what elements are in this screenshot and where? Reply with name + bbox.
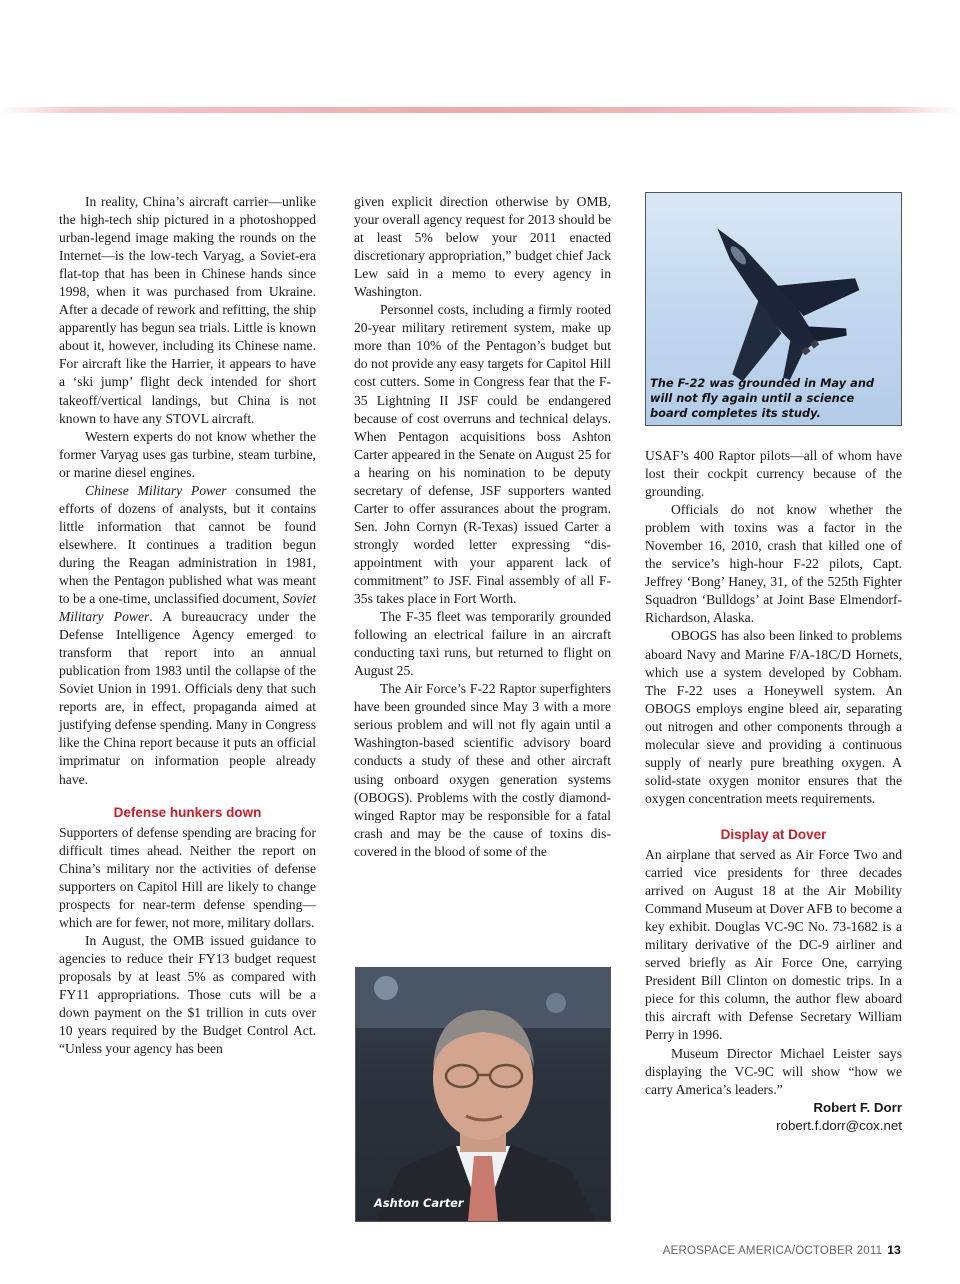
paragraph: Western experts do not know whether the former Varyag uses gas turbine, steam turbine, or marine diesel engines. [59,428,316,480]
photo-caption: Ashton Carter [374,1196,464,1210]
paragraph: USAF’s 400 Raptor pilots—all of whom have lost their cockpit currency because of the grounding. [645,448,902,500]
paragraph-text: consumed the efforts of dozens of analysts, but it contains little information that cannot be found elsewhere. It continues a tradition begun during the Reagan administration in 1981, when the Pentagon published what was meant to be a one-time, unclassified document, [59,482,316,607]
column-2 [354,193,611,861]
paragraph: OBOGS has also been linked to problems aboard Navy and Marine F/A-18C/D Hornets, which use a system developed by Cobham. The F-22 uses a Honeywell system. An OBOGS employs engine bleed air, separating out nitrogen and other components through a molecular sieve and providing a continuous supply of nearly pure breathing oxygen. A solid-state oxygen monitor ensures that the oxygen concentration meets requirements. [645,628,902,806]
paragraph: The F-35 fleet was temporarily grounded following an electrical failure in an aircraft conducting taxi runs, but returned to flight on August 25. [354,609,611,679]
section-heading: Display at Dover [720,826,827,842]
page-number: 13 [887,1243,901,1257]
paragraph: In August, the OMB issued guidance to agencies to reduce their FY13 budget request proposals by at least 5% as compared with FY11 appropriations. Those cuts will be a down payment on the $1 trillion in cuts over 10 years required by the Budget Control Act. “Unless your agency has been [59,932,316,1057]
author-name: Robert F. Dorr [813,1099,902,1115]
f22-photo [645,192,902,426]
column-1 [59,193,316,1058]
section-heading: Defense hunkers down [113,804,262,820]
paragraph-text: . A bureaucracy under the Defense Intelligence Agency emerged to transform that report into an annual publication from 1983 until the collapse of the Soviet Union in 1991. Officials deny that such reports are, in effect, propaganda aimed at justifying defense spending. Many in Congress like the China report because it puts an official imprimatur on information people already have. [59,609,316,787]
paragraph: The Air Force’s F-22 Raptor superfighters have been grounded since May 3 with a more serious problem and will not fly again until a Washington-based scientific advisory board conducts a study of these and other aircraft using onboard oxygen generation systems (OBOGS). Problems with the costly diamond-winged Raptor may be responsible for a fatal crash and may be the cause of toxins discovered in the blood of some of the [354,681,611,859]
publication-title: Soviet Military Power [59,591,316,625]
header-rule [0,107,960,113]
paragraph: An airplane that served as Air Force Two and carried vice presidents for three decades arrived on August 18 at the Air Mobility Command Museum at Dover AFB to become a key exhibit. Douglas VC-9C No. 73-1682 is a military derivative of the DC-9 airliner and served briefly as Air Force One, carrying President Bill Clinton on domestic trips. In a piece for this column, the author flew aboard this aircraft with Defense Secretary William Perry in 1996. [645,846,902,1043]
author-email: robert.f.dorr@cox.net [776,1117,902,1133]
paragraph: Officials do not know whether the problem with toxins was a factor in the November 16, 2010, crash that killed one of the service’s high-hour F-22 pilots, Capt. Jeffrey ‘Bong’ Haney, 31, of the 525th Fighter Squadron ‘Bulldogs’ at Joint Base Elmendorf-Richardson, Alaska. [645,502,902,626]
portrait-illustration [356,968,610,1221]
paragraph [59,482,316,789]
paragraph: Personnel costs, including a firmly rooted 20-year military retirement system, make up more than 10% of the Pentagon’s budget but do not provide any easy targets for Capitol Hill cost cutters. Some in Congress fear that the F-35 Lightning II JSF could be endangered because of cost overruns and technical delays. When Pentagon acquisitions boss Ashton Carter appeared in the Senate on August 25 for a hearing on his nomination to be deputy secretary of defense, JSF supporters wanted Carter to offer assurances about the program. Sen. John Cornyn (R-Texas) issued Carter a strongly worded letter expressing “disappointment with your apparent lack of commitment” to JSF. Final assembly of all F-35s takes place in Fort Worth. [354,302,611,607]
paragraph: Museum Director Michael Leister says displaying the VC-9C will show “how we carry America’s leaders.” [645,1045,902,1097]
column-3 [645,447,902,1135]
ashton-carter-photo [355,967,611,1222]
photo-caption: The F-22 was grounded in May and will not fly again until a science board completes its study. [650,376,875,420]
paragraph: Supporters of defense spending are bracing for difficult times ahead. Neither the report on China’s military nor the activities of defense supporters on Capitol Hill are likely to change prospects for near-term defense spending—which are for fewer, not more, military dollars. [59,824,316,930]
publication-line: AEROSPACE AMERICA/OCTOBER 2011 [662,1245,883,1257]
page-footer [663,1243,901,1257]
paragraph: given explicit direction otherwise by OMB, your overall agency request for 2013 should be at least 5% below your 2011 enacted discretionary appropriation,” budget chief Jack Lew said in a memo to every agency in Washington. [354,194,611,300]
publication-title: Chinese Military Power [85,482,227,498]
paragraph: In reality, China’s aircraft carrier—unlike the high-tech ship pictured in a photoshopped urban-legend image making the rounds on the Internet—is the low-tech Varyag, a Soviet-era flat-top that has been in Chinese hands since 1998, when it was purchased from Ukraine. After a decade of rework and refitting, the ship apparently has begun sea trials. Little is known about it, however, including its Chinese name. For aircraft like the Harrier, it appears to have a ‘ski jump’ flight deck intended for short takeoff/vertical landings, but China is not known to have any STOVL aircraft. [59,194,316,426]
